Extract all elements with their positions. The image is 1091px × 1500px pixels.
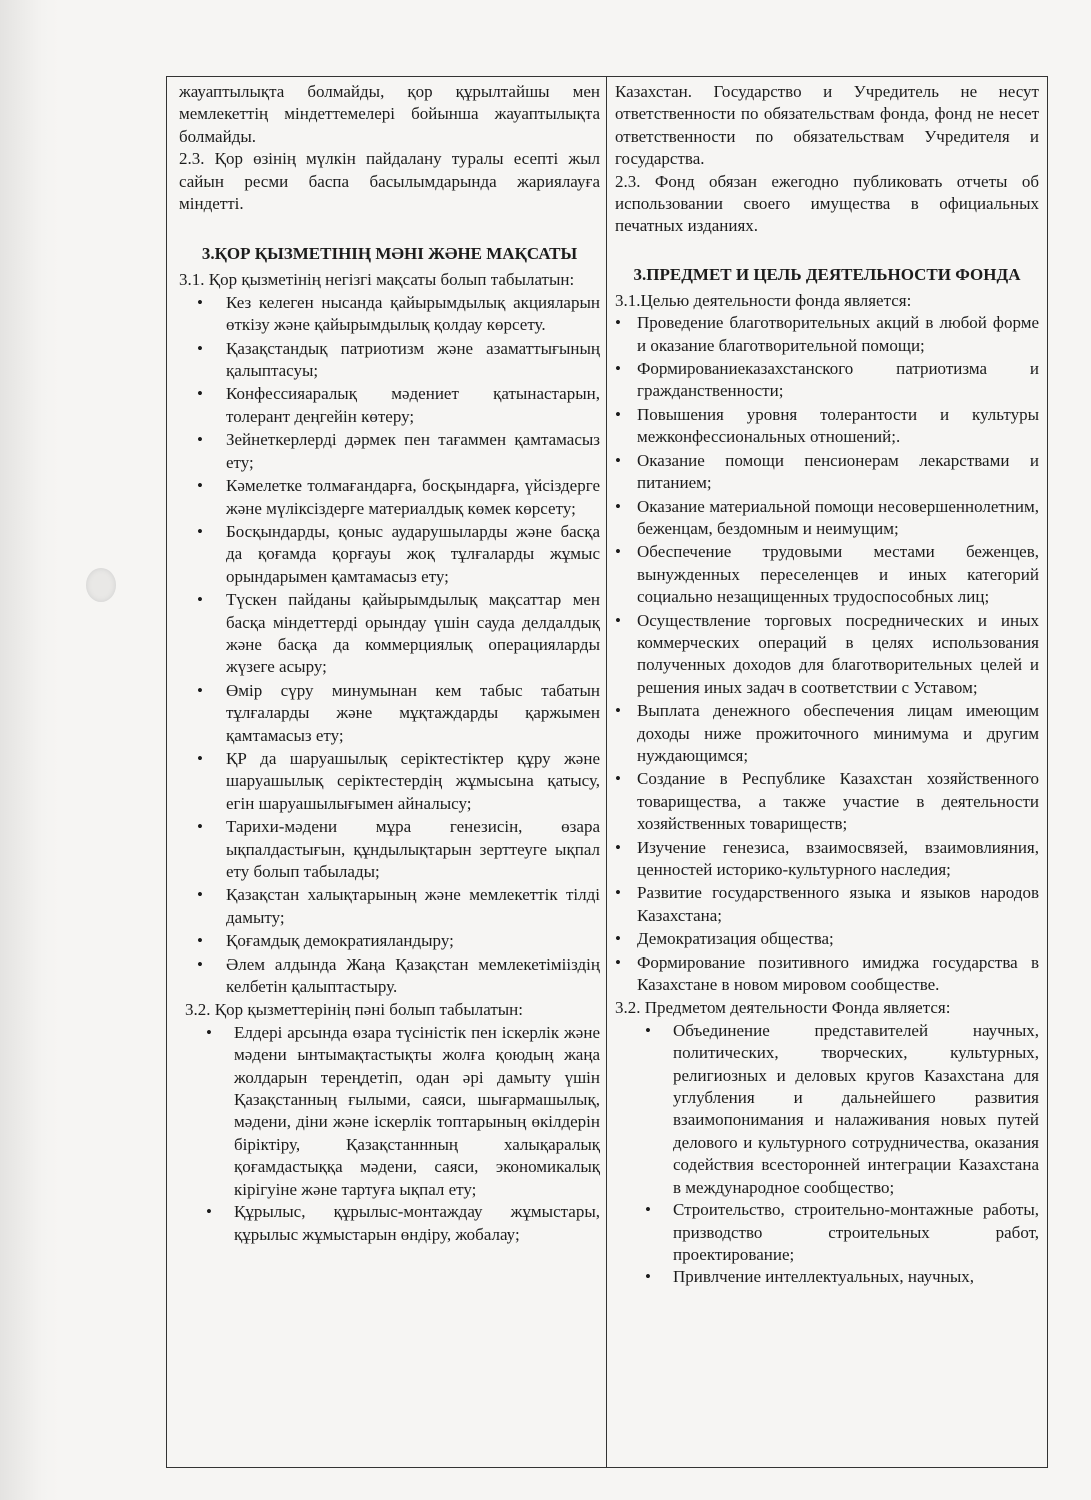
left-intro-2: 2.3. Қор өзінің мүлкін пайдалану туралы есепті жыл сайын ресми баспа басылымдарында жариялауға міндетті. [179, 149, 600, 214]
right-subjects-list [615, 1020, 1039, 1289]
right-clause-3-2: 3.2. Предметом деятельности Фонда является: [615, 998, 951, 1018]
list-item: • Босқындарды, қоныс аударушыларды және басқа да қоғамда қорғауы жоқ тұлғаларды жұмыс орындарымен қамтамасыз ету; [179, 521, 600, 588]
list-item: • Өмір сүру минумынан кем табыс табатын тұлғаларды және мұқтаждарды қаржымен қамтамасыз ету; [179, 680, 600, 747]
list-item: • Привлчение интеллектуальных, научных, [615, 1266, 1039, 1288]
list-item: • Қазақстандық патриотизм және азаматтығының қалыптасуы; [179, 338, 600, 383]
russian-column [607, 77, 1047, 1467]
list-item: • Түскен пайданы қайырымдылық мақсаттар мен басқа міндеттерді орындау үшін сауда делдалдық және басқа да коммерциялық операцияларды жүзеге асыру; [179, 589, 600, 679]
list-item: • Повышения уровня толерантости и культуры межконфессиональных отношений;. [615, 404, 1039, 449]
list-item: • Создание в Республике Казахстан хозяйственного товарищества, а также участие в деятельности хозяйственных товариществ; [615, 768, 1039, 835]
right-intro-1: Казахстан. Государство и Учредитель не несут ответственности по обязательствам фонда, фонд не несет ответственности по обязательствам Учредителя и государства. [615, 82, 1039, 169]
list-item: • Кез келеген нысанда қайырымдылық акцияларын өткізу және қайырымдылық қолдау көрсету. [179, 292, 600, 337]
list-item: • Әлем алдында Жаңа Қазақстан мемлекетімііздің келбетін қалыптастыру. [179, 954, 600, 999]
bilingual-table [166, 76, 1048, 1468]
list-item: • Осуществление торговых посреднических и иных коммерческих операций в целях использования полученных доходов для благотворительных целей и решения иных задач в соответствии с Уставом; [615, 610, 1039, 700]
list-item: • Выплата денежного обеспечения лицам имеющим доходы ниже прожиточного минимума и другим нуждающимся; [615, 700, 1039, 767]
left-goals-list [179, 292, 600, 999]
list-item: • Құрылыс, құрылыс-монтаждау жұмыстары, құрылыс жұмыстарын өндіру, жобалау; [179, 1201, 600, 1246]
list-item: • Формирование позитивного имиджа государства в Казахстане в новом мировом сообществе. [615, 952, 1039, 997]
list-item: • Изучение генезиса, взаимосвязей, взаимовлияния, ценностей историко-культурного наследия; [615, 837, 1039, 882]
list-item: • Қоғамдық демократияландыру; [179, 930, 600, 952]
left-clause-3-2: 3.2. Қор қызметтерінің пәні болып табылатын: [185, 1000, 523, 1020]
right-goals-list [615, 312, 1039, 996]
right-clause-3-1: 3.1.Целью деятельности фонда является: [615, 290, 912, 310]
right-section-heading: 3.ПРЕДМЕТ И ЦЕЛЬ ДЕЯТЕЛЬНОСТИ ФОНДА [633, 264, 1021, 284]
list-item: • Обеспечение трудовыми местами беженцев, вынужденных переселенцев и иных категорий социально незащищенных трудоспособных лиц; [615, 541, 1039, 608]
list-item: • Кәмелетке толмағандарға, босқындарға, үйсіздерге және мүліксіздерге материалдық көмек көрсету; [179, 475, 600, 520]
list-item: • Объединение представителей научных, политических, творческих, культурных, религиозных и деловых кругов Казахстана для углубления и дальнейшего развития взаимопонимания и налаживания новых путей делового и культурного сотрудничества, оказания содействия всесторонней интеграции Казахстана в международное сообщество; [615, 1020, 1039, 1199]
list-item: • ҚР да шаруашылық серіктестіктер құру және шаруашылық серіктестердің жұмысына қатысу, егін шаруашылығымен айналысу; [179, 748, 600, 815]
list-item: • Оказание материальной помощи несовершеннолетним, беженцам, бездомным и неимущим; [615, 496, 1039, 541]
list-item: • Демократизация общества; [615, 928, 1039, 950]
left-intro-1: жауаптылықта болмайды, қор құрылтайшы мен мемлекеттің міндеттемелері бойынша жауаптылықта болмайды. [179, 82, 600, 146]
list-item: • Формированиеказахстанского патриотизма и гражданственности; [615, 358, 1039, 403]
list-item: • Проведение благотворительных акций в любой форме и оказание благотворительной помощи; [615, 312, 1039, 357]
list-item: • Елдері арсында өзара түсіністік пен іскерлік және мәдени ынтымақтастықты жолға қоюдың жаңа жолдарын тереңдетіп, одан әрі дамыту үшін Қазақстанның ғылыми, саяси, шығармашылық, мәдени, діни және іскерлік топтарының өкілдерін біріктіру, Қазақстаннның халықаралық қоғамдастыққа мәдени, саяси, экономикалық кірігуіне және тартуға ықпал ету; [179, 1022, 600, 1201]
left-subjects-list [179, 1022, 600, 1246]
left-clause-3-1: 3.1. Қор қызметінің негізгі мақсаты болып табылатын: [179, 270, 575, 290]
list-item: • Конфессияаралық мәдениет қатынастарын, толерант деңгейін көтеру; [179, 383, 600, 428]
list-item: • Развитие государственного языка и языков народов Казахстана; [615, 882, 1039, 927]
kazakh-column [167, 77, 607, 1467]
list-item: • Қазақстан халықтарының және мемлекеттік тілді дамыту; [179, 884, 600, 929]
left-section-heading: 3.ҚОР ҚЫЗМЕТІНІҢ МӘНІ ЖӘНЕ МАҚСАТЫ [201, 244, 578, 264]
list-item: • Оказание помощи пенсионерам лекарствами и питанием; [615, 450, 1039, 495]
page-fold-shadow [0, 0, 60, 1500]
punch-hole [86, 568, 116, 602]
right-intro-2: 2.3. Фонд обязан ежегодно публиковать отчеты об использовании своего имущества в официальных печатных изданиях. [615, 171, 1039, 236]
list-item: • Тарихи-мәдени мұра генезисін, өзара ықпалдастығын, құндылықтарын зерттеуге ықпал ету болып табылады; [179, 816, 600, 883]
list-item: • Строительство, строительно-монтажные работы, призводство строительных работ, проектирование; [615, 1199, 1039, 1266]
list-item: • Зейнеткерлерді дәрмек пен тағаммен қамтамасыз ету; [179, 429, 600, 474]
